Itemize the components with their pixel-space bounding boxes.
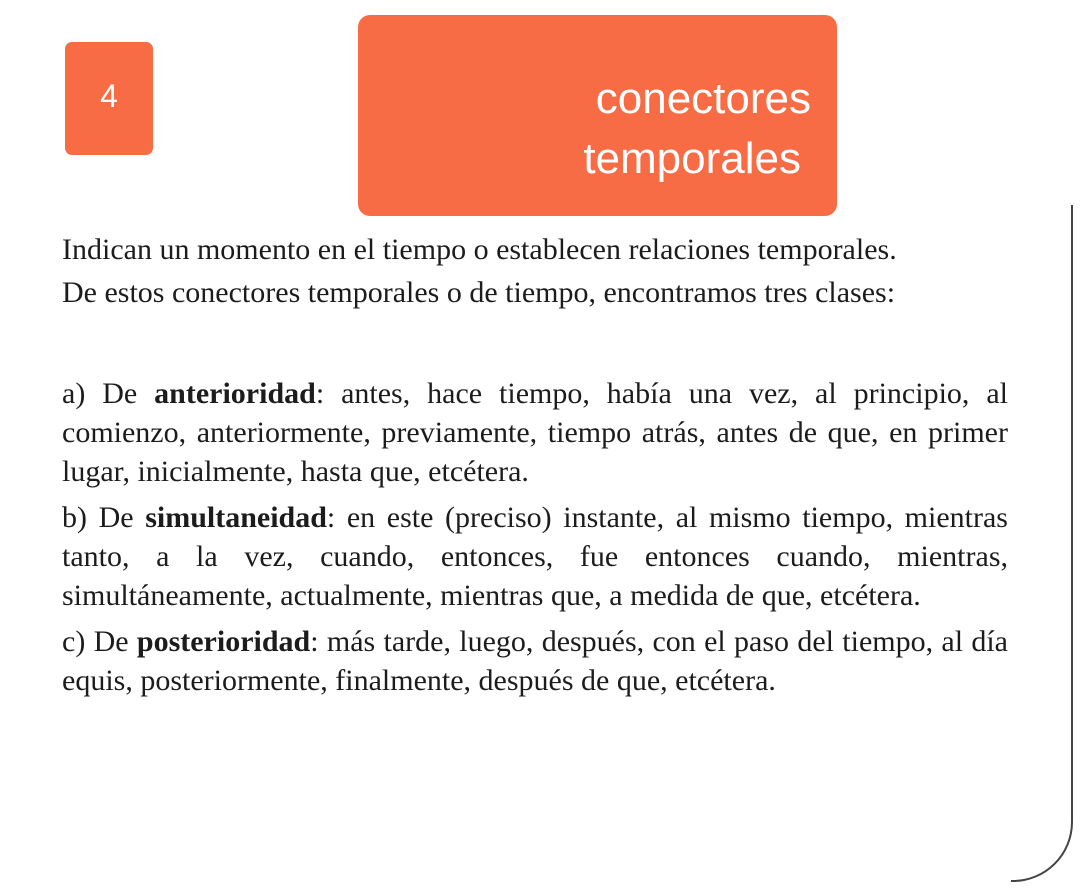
item-prefix: b) De bbox=[62, 501, 146, 534]
classes-intro-paragraph: De estos conectores temporales o de tiempo, encontramos tres clases: bbox=[62, 276, 896, 309]
posterioridad-paragraph bbox=[62, 622, 1008, 700]
item-text: : más tarde, luego, después, con el paso del tiempo, al día equis, posteriormente, finalmente, después de que, etcétera. bbox=[62, 625, 1008, 697]
item-text: : antes, hace tiempo, había una vez, al principio, al comienzo, anteriormente, previamente, tiempo atrás, antes de que, en primer lugar, inicialmente, hasta que, etcétera. bbox=[62, 377, 1008, 488]
item-keyword: posterioridad bbox=[136, 625, 311, 658]
intro-paragraph: Indican un momento en el tiempo o establecen relaciones temporales. bbox=[62, 233, 897, 266]
anterioridad-paragraph bbox=[62, 374, 1008, 491]
item-keyword: simultaneidad bbox=[145, 501, 327, 534]
slide-number-badge bbox=[65, 42, 153, 155]
title-line-1: conectores bbox=[595, 74, 811, 123]
item-prefix: c) De bbox=[62, 625, 137, 658]
text-body bbox=[62, 230, 1008, 700]
item-keyword: anterioridad bbox=[154, 377, 316, 410]
item-text: : en este (preciso) instante, al mismo tiempo, mientras tanto, a la vez, cuando, entonces, fue entonces cuando, mientras, simultáneamente, actualmente, mientras que, a medida de que, etcétera. bbox=[62, 501, 1008, 612]
decorative-frame-line bbox=[1011, 205, 1073, 882]
item-prefix: a) De bbox=[62, 377, 155, 410]
title-line-2: temporales bbox=[583, 134, 801, 183]
simultaneidad-paragraph bbox=[62, 498, 1008, 615]
slide-number: 4 bbox=[100, 78, 118, 114]
title-banner bbox=[358, 15, 837, 216]
